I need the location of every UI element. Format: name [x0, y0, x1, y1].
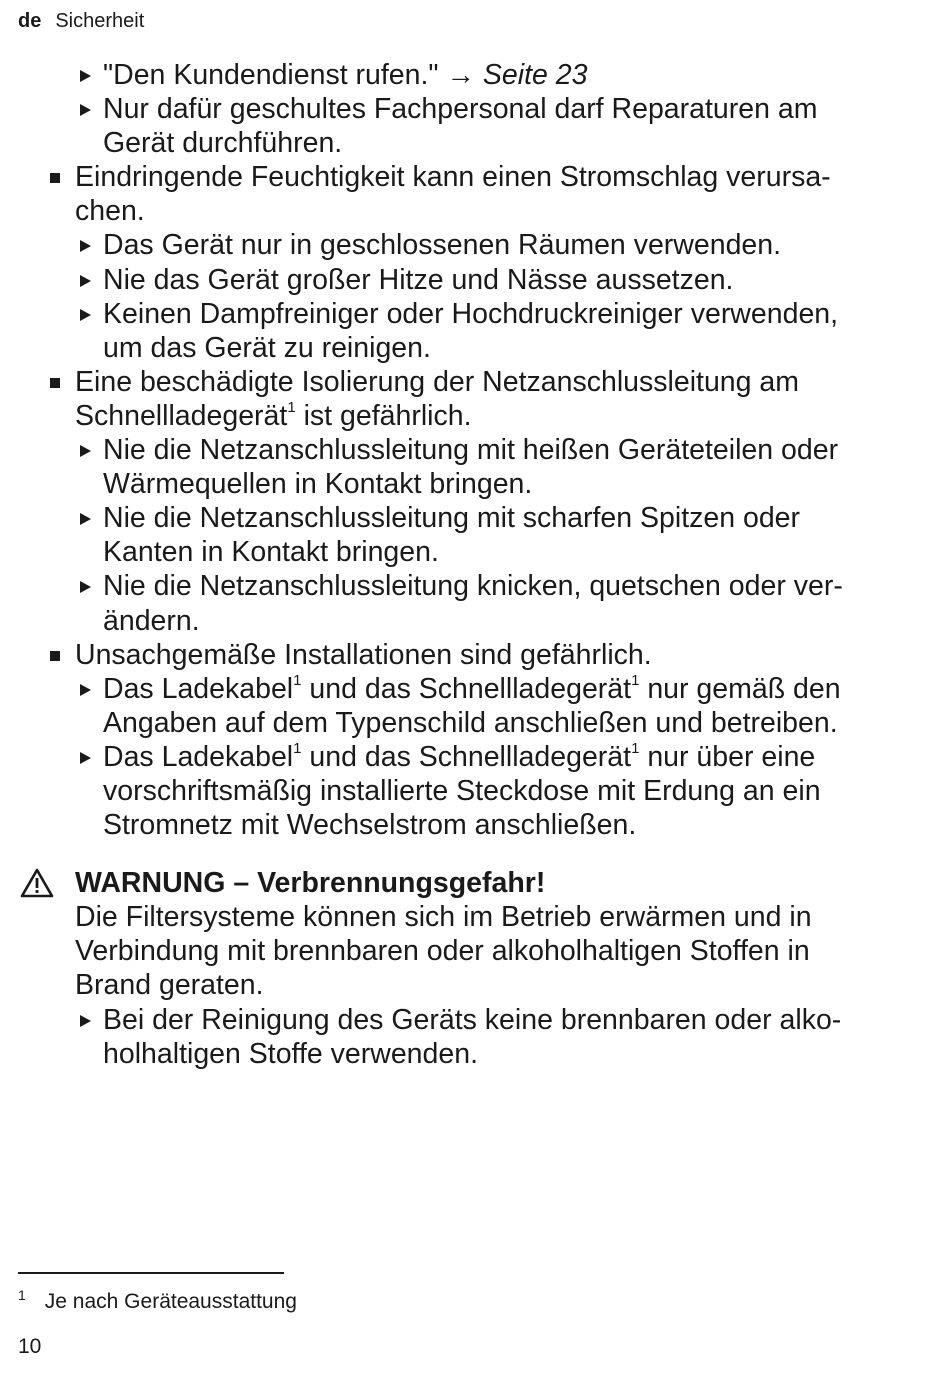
- bullet-item: Eine beschädigte Isolierung der Netzanschlussleitung am: [0, 365, 950, 399]
- text-line: Gerät durchführen.: [103, 127, 343, 160]
- bullet-item: Unsachgemäße Installationen sind gefährlich.: [0, 638, 950, 672]
- footnote-ref: 1: [287, 398, 296, 416]
- square-bullet-icon: [50, 173, 60, 183]
- spacer: [0, 842, 950, 866]
- step-arrow-icon: [80, 752, 91, 764]
- list-item: "Den Kundendienst rufen." → Seite 23: [0, 58, 950, 92]
- list-item: Nie die Netzanschlussleitung knicken, quetschen oder ver-: [0, 569, 950, 603]
- text-line: Kanten in Kontakt bringen.: [103, 536, 439, 569]
- text-line: ändern.: [103, 604, 200, 637]
- text-line: Die Filtersysteme können sich im Betrieb erwärmen und in: [75, 901, 812, 934]
- safety-content: [0, 58, 950, 1071]
- square-bullet-icon: [50, 378, 60, 388]
- step-arrow-icon: [80, 275, 91, 287]
- step-arrow-icon: [80, 1015, 91, 1027]
- list-item: Nie die Netzanschlussleitung mit heißen Geräteteilen oder: [0, 433, 950, 467]
- list-item: Das Ladekabel$^1$ und das Schnellladegerät$^1$ nur über eine: [0, 740, 950, 774]
- list-item: Nie das Gerät großer Hitze und Nässe aussetzen.: [0, 263, 950, 297]
- text-line: Brand geraten.: [75, 969, 264, 1002]
- step-arrow-icon: [80, 70, 91, 82]
- list-item: Keinen Dampfreiniger oder Hochdruckreiniger verwenden,: [0, 297, 950, 331]
- footnote-ref: 1: [631, 671, 640, 689]
- step-arrow-icon: [80, 513, 91, 525]
- section-title: Sicherheit: [55, 10, 145, 32]
- footnote-ref: 1: [293, 671, 302, 689]
- text-line: chen.: [75, 195, 145, 228]
- text-line: Stromnetz mit Wechselstrom anschließen.: [103, 809, 637, 842]
- list-item: Nur dafür geschultes Fachpersonal darf Reparaturen am: [0, 92, 950, 126]
- list-item: Nie die Netzanschlussleitung mit scharfen Spitzen oder: [0, 501, 950, 535]
- list-item: Bei der Reinigung des Geräts keine brennbaren oder alko-: [0, 1003, 950, 1037]
- page-number: 10: [18, 1335, 42, 1358]
- warning-triangle-icon: [20, 868, 54, 898]
- text-line: Wärmequellen in Kontakt bringen.: [103, 468, 533, 501]
- language-code: de: [18, 10, 42, 32]
- page-reference-link[interactable]: Seite 23: [482, 59, 588, 91]
- footnote-mark: 1: [18, 1287, 26, 1303]
- text-line: vorschriftsmäßig installierte Steckdose mit Erdung an ein: [103, 774, 821, 807]
- step-arrow-icon: [80, 581, 91, 593]
- footnote-divider: [18, 1272, 284, 1274]
- warning-title: WARNUNG – Verbrennungsgefahr!: [75, 867, 546, 900]
- footnote-ref: 1: [631, 739, 640, 757]
- text-line: Schnellladegerät$^1$ ist gefährlich.: [75, 398, 472, 432]
- text-line: um das Gerät zu reinigen.: [103, 331, 431, 364]
- step-arrow-icon: [80, 240, 91, 252]
- footnote-text: Je nach Geräteausstattung: [44, 1290, 297, 1313]
- step-arrow-icon: [80, 445, 91, 457]
- footnote: [18, 1289, 297, 1315]
- text-line: Angaben auf dem Typenschild anschließen und betreiben.: [103, 706, 838, 739]
- text-line: Verbindung mit brennbaren oder alkoholhaltigen Stoffen in: [75, 935, 810, 968]
- bullet-item: Eindringende Feuchtigkeit kann einen Stromschlag verursa-: [0, 160, 950, 194]
- page-header: [18, 9, 144, 33]
- step-arrow-icon: [80, 684, 91, 696]
- warning-heading: [0, 866, 950, 900]
- footnote-ref: 1: [293, 739, 302, 757]
- square-bullet-icon: [50, 651, 60, 661]
- text-line: holhaltigen Stoffe verwenden.: [103, 1037, 478, 1070]
- step-arrow-icon: [80, 309, 91, 321]
- list-item: Das Ladekabel$^1$ und das Schnellladegerät$^1$ nur gemäß den: [0, 672, 950, 706]
- step-arrow-icon: [80, 104, 91, 116]
- list-item: Das Gerät nur in geschlossenen Räumen verwenden.: [0, 228, 950, 262]
